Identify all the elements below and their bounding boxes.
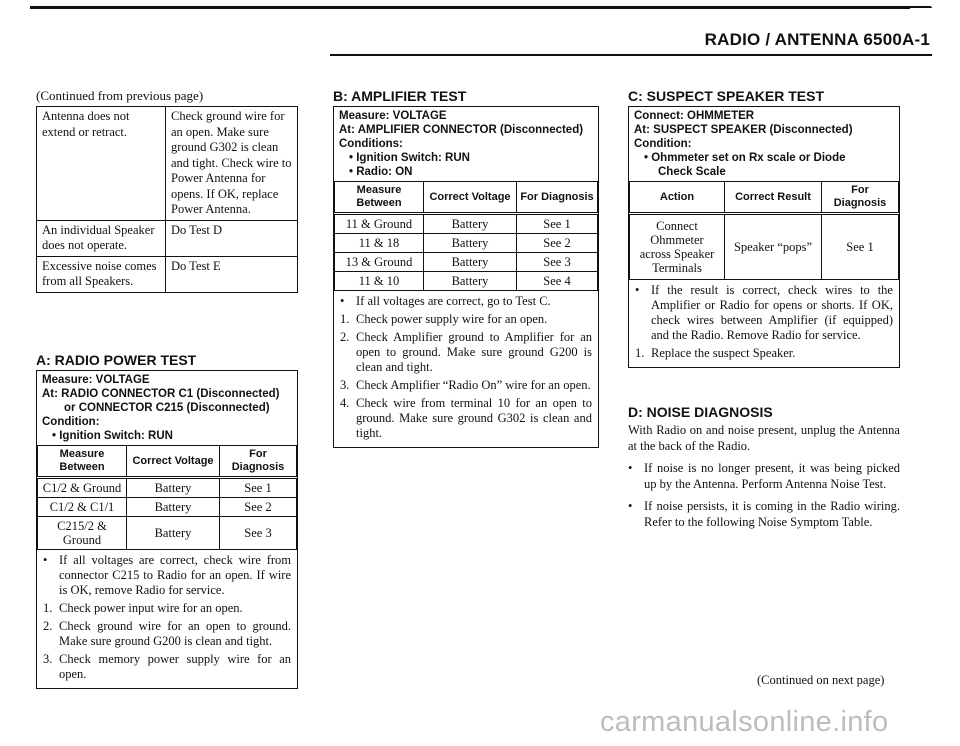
note-item [340,312,592,327]
note-text: Check Amplifier ground to Amplifier for an open to ground. Make sure ground G200 is clean and tight. [356,330,592,374]
note-text: Check wire from terminal 10 for an open to ground. Make sure ground G302 is clean and tight. [356,396,592,440]
at-line-2: or CONNECTOR C215 (Disconnected) [64,402,270,414]
note-item [43,601,291,616]
note-text: Replace the suspect Speaker. [651,346,796,360]
note-mark: • [635,283,640,297]
note-text: Check power input wire for an open. [59,601,243,615]
measure-line: Measure: VOLTAGE [339,110,447,122]
bullet-mark: • [628,461,633,475]
symptom-cell: Excessive noise comes from all Speakers. [37,256,166,292]
correct-voltage: Battery [127,478,220,498]
list-item-text: If noise is no longer present, it was being picked up by the Antenna. Perform Antenna Noise Test. [644,461,900,491]
measure-line: Measure: VOLTAGE [42,374,150,386]
measure-between: C1/2 & Ground [38,478,127,498]
for-diagnosis: See 3 [220,517,297,550]
table-row [335,234,598,253]
col-header-voltage: Correct Voltage [127,446,220,478]
test-c-table [629,181,899,280]
measure-between: 11 & Ground [335,214,424,234]
condition-item: • Ohmmeter set on Rx scale or Diode [644,152,846,164]
note-mark: 3. [340,378,350,392]
note-item [340,378,592,393]
col-header-measure: Measure Between [38,446,127,478]
condition-label: Condition: [42,416,100,428]
test-b-notes [334,291,598,447]
col-header-result: Correct Result [725,182,822,214]
note-mark: 3. [43,652,53,666]
continued-from-previous: (Continued from previous page) [36,88,204,103]
note-text: If all voltages are correct, go to Test C. [356,294,551,308]
correct-voltage: Battery [127,498,220,517]
table-row [335,272,598,291]
table-row [37,256,298,292]
measure-between: C1/2 & C1/1 [38,498,127,517]
condition-item: • Ignition Switch: RUN [349,152,470,164]
col-header-voltage: Correct Voltage [424,182,517,214]
for-diagnosis: See 3 [517,253,598,272]
result-cell: Speaker “pops” [725,214,822,280]
note-mark: 1. [43,601,53,615]
note-mark: • [340,294,345,308]
top-rule [30,6,910,9]
col-header-diagnosis: For Diagnosis [822,182,899,214]
test-a-box [36,370,298,689]
col-header-action: Action [630,182,725,214]
test-c-notes [629,280,899,367]
at-line: At: AMPLIFIER CONNECTOR (Disconnected) [339,124,584,136]
symptom-table [36,106,298,293]
for-diagnosis: See 4 [517,272,598,291]
note-mark: 4. [340,396,350,410]
note-item [43,553,291,598]
note-item [635,346,893,361]
note-mark: 2. [340,330,350,344]
note-text: Check power supply wire for an open. [356,312,548,326]
list-item-text: If noise persists, it is coming in the Radio wiring. Refer to the following Noise Symptom Table. [644,499,900,529]
action-cell: Connect Ohmmeter across Speaker Terminals [630,214,725,280]
note-item [635,283,893,343]
measure-between: 13 & Ground [335,253,424,272]
correct-voltage: Battery [424,253,517,272]
test-b-section [333,88,599,448]
test-c-section [628,88,900,368]
correct-voltage: Battery [424,272,517,291]
symptom-cell: An individual Speaker does not operate. [37,220,166,256]
note-mark: 1. [340,312,350,326]
list-item [628,460,900,492]
continued-on-next: (Continued on next page) [757,673,885,687]
table-row [37,220,298,256]
action-cell: Do Test E [166,256,298,292]
condition-item: • Radio: ON [349,166,413,178]
table-row [38,478,297,498]
note-mark: 1. [635,346,645,360]
at-line: At: SUSPECT SPEAKER (Disconnected) [634,124,853,136]
table-row [38,498,297,517]
action-cell: Do Test D [166,220,298,256]
note-text: If all voltages are correct, check wire from connector C215 to Radio for an open. If wire is OK, remove Radio for service. [59,553,291,597]
col-header-measure: Measure Between [335,182,424,214]
note-item [340,396,592,441]
for-diagnosis: See 1 [220,478,297,498]
test-b-title: B: AMPLIFIER TEST [333,88,467,104]
condition-item-cont: Check Scale [658,166,726,178]
note-item [340,294,592,309]
column-left [36,88,298,293]
note-text: Check memory power supply wire for an open. [59,652,291,681]
test-c-conditions [629,107,899,181]
action-cell: Check ground wire for an open. Make sure ground G302 is clean and tight. Check wire to Power Antenna for opens. If OK, replace Power Antenna. [166,107,298,221]
symptom-cell: Antenna does not extend or retract. [37,107,166,221]
measure-between: 11 & 10 [335,272,424,291]
correct-voltage: Battery [424,234,517,253]
at-line: At: RADIO CONNECTOR C1 (Disconnected) [42,388,280,400]
note-text: Check ground wire for an open to ground. Make sure ground G200 is clean and tight. [59,619,291,648]
correct-voltage: Battery [127,517,220,550]
note-item [43,619,291,649]
test-d-section [628,404,900,530]
test-a-section [36,352,298,689]
test-a-conditions [37,371,297,445]
for-diagnosis: See 1 [822,214,899,280]
for-diagnosis: See 2 [220,498,297,517]
list-item [628,498,900,530]
measure-between: C215/2 & Ground [38,517,127,550]
correct-voltage: Battery [424,214,517,234]
test-c-box [628,106,900,368]
connect-line: Connect: OHMMETER [634,110,755,122]
col-header-diagnosis: For Diagnosis [220,446,297,478]
bullet-mark: • [628,499,633,513]
test-d-intro: With Radio on and noise present, unplug the Antenna at the back of the Radio. [628,423,900,453]
condition-label: Conditions: [339,138,403,150]
note-mark: • [43,553,48,567]
test-b-table [334,181,598,291]
test-a-notes [37,550,297,688]
for-diagnosis: See 2 [517,234,598,253]
test-d-body [628,422,900,530]
test-b-box [333,106,599,448]
note-text: If the result is correct, check wires to the Amplifier or Radio for opens or shorts. If OK, check wires between Amplifier (if equipped) and the Radio. Remove Radio for service. [651,283,893,342]
table-row [37,107,298,221]
table-row [630,214,899,280]
test-c-title: C: SUSPECT SPEAKER TEST [628,88,825,104]
measure-between: 11 & 18 [335,234,424,253]
test-b-conditions [334,107,598,181]
condition-item: • Ignition Switch: RUN [52,430,173,442]
page-title: RADIO / ANTENNA 6500A-1 [704,30,930,49]
condition-label: Condition: [634,138,692,150]
note-mark: 2. [43,619,53,633]
table-row [335,253,598,272]
watermark-text: carmanualsonline.info [600,706,889,738]
test-d-title: D: NOISE DIAGNOSIS [628,404,773,420]
top-rule-tail [901,6,939,18]
note-item [340,330,592,375]
col-header-diagnosis: For Diagnosis [517,182,598,214]
test-a-table [37,445,297,550]
test-a-title: A: RADIO POWER TEST [36,352,197,368]
for-diagnosis: See 1 [517,214,598,234]
note-item [43,652,291,682]
note-text: Check Amplifier “Radio On” wire for an open. [356,378,591,392]
header-rule [330,54,932,56]
table-row [335,214,598,234]
table-row [38,517,297,550]
